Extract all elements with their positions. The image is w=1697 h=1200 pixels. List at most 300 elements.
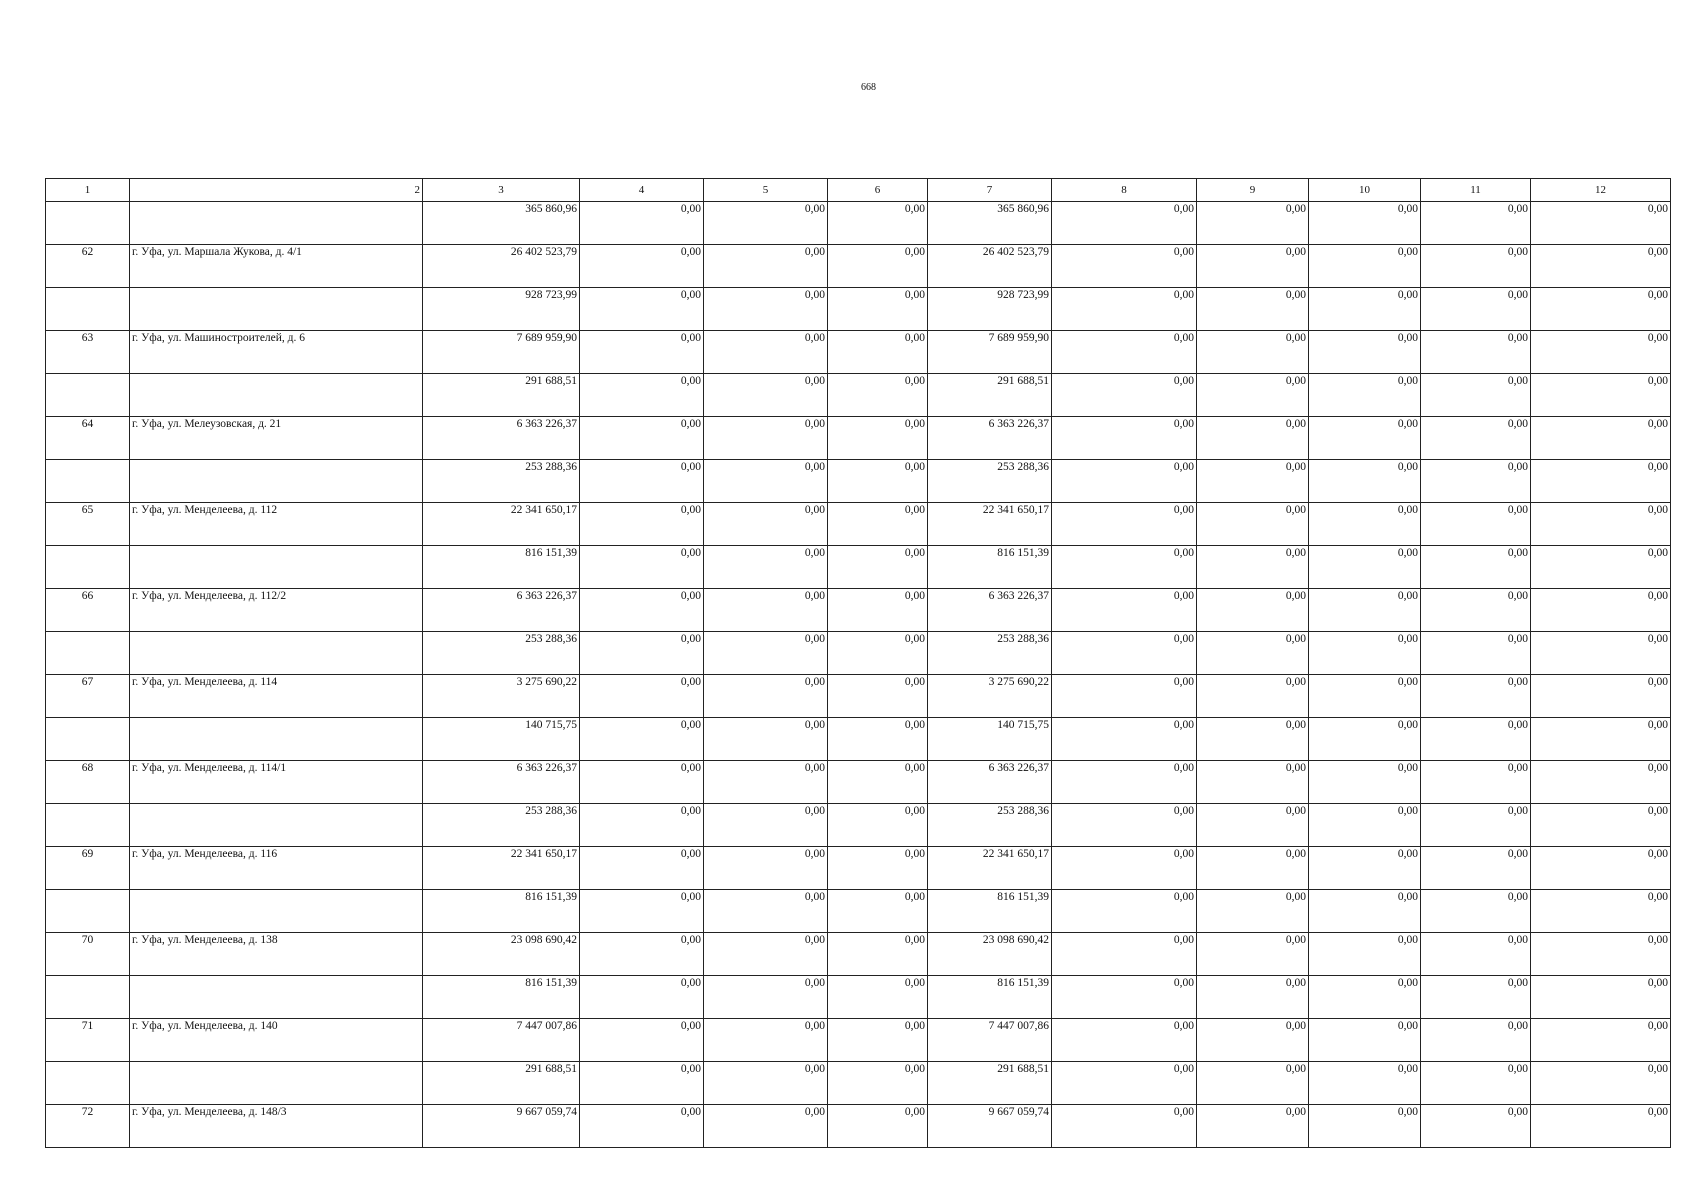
amount-cell: 0,00 [828,202,928,245]
amount-cell: 0,00 [1309,933,1421,976]
amount-cell: 0,00 [1421,933,1531,976]
row-number [46,546,130,589]
amount-cell: 0,00 [1309,1019,1421,1062]
amount-cell: 0,00 [828,1019,928,1062]
amount-cell: 816 151,39 [423,546,580,589]
amount-cell: 0,00 [704,1019,828,1062]
amount-cell: 0,00 [704,632,828,675]
amount-cell: 0,00 [1421,202,1531,245]
amount-cell: 0,00 [1309,374,1421,417]
table-row [46,1019,1671,1062]
amount-cell: 0,00 [828,503,928,546]
row-number [46,1062,130,1105]
amount-cell: 0,00 [828,589,928,632]
amount-cell: 6 363 226,37 [928,589,1052,632]
amount-cell: 0,00 [1531,460,1671,503]
amount-cell: 0,00 [580,1105,704,1148]
amount-cell: 7 447 007,86 [928,1019,1052,1062]
amount-cell: 0,00 [580,890,704,933]
amount-cell: 0,00 [1052,331,1197,374]
row-number: 69 [46,847,130,890]
amount-cell: 0,00 [1052,417,1197,460]
amount-cell: 0,00 [1309,460,1421,503]
amount-cell: 0,00 [1309,202,1421,245]
column-number: 9 [1197,179,1309,202]
amount-cell: 0,00 [1531,632,1671,675]
amount-cell: 7 689 959,90 [423,331,580,374]
amount-cell: 0,00 [1421,374,1531,417]
amount-cell: 0,00 [1197,245,1309,288]
amount-cell: 0,00 [1197,460,1309,503]
address-cell: г. Уфа, ул. Менделеева, д. 114/1 [130,761,423,804]
amount-cell: 6 363 226,37 [928,761,1052,804]
amount-cell: 0,00 [704,460,828,503]
table-row [46,675,1671,718]
row-number [46,460,130,503]
row-number: 72 [46,1105,130,1148]
amount-cell: 0,00 [580,245,704,288]
amount-cell: 0,00 [1309,761,1421,804]
table-row [46,804,1671,847]
amount-cell: 23 098 690,42 [423,933,580,976]
amount-cell: 0,00 [1309,632,1421,675]
amount-cell: 0,00 [1421,546,1531,589]
amount-cell: 253 288,36 [928,804,1052,847]
amount-cell: 291 688,51 [423,374,580,417]
amount-cell: 816 151,39 [928,546,1052,589]
table-row [46,417,1671,460]
row-number: 64 [46,417,130,460]
amount-cell: 0,00 [580,417,704,460]
amount-cell: 0,00 [704,675,828,718]
amount-cell: 0,00 [580,675,704,718]
amount-cell: 0,00 [1309,546,1421,589]
amount-cell: 9 667 059,74 [423,1105,580,1148]
amount-cell: 0,00 [1421,1019,1531,1062]
amount-cell: 0,00 [1052,761,1197,804]
amount-cell: 928 723,99 [423,288,580,331]
row-number [46,718,130,761]
table-row [46,933,1671,976]
amount-cell: 0,00 [704,847,828,890]
amount-cell: 0,00 [1052,933,1197,976]
amount-cell: 0,00 [1052,804,1197,847]
row-number [46,804,130,847]
table-row [46,374,1671,417]
amount-cell: 0,00 [1197,718,1309,761]
amount-cell: 0,00 [1052,890,1197,933]
amount-cell: 0,00 [1052,675,1197,718]
amount-cell: 0,00 [1531,417,1671,460]
amount-cell: 0,00 [1421,589,1531,632]
amount-cell: 0,00 [580,202,704,245]
address-cell [130,1062,423,1105]
amount-cell: 0,00 [1197,1019,1309,1062]
amount-cell: 26 402 523,79 [928,245,1052,288]
amount-cell: 0,00 [1531,503,1671,546]
amount-cell: 0,00 [1421,331,1531,374]
amount-cell: 365 860,96 [423,202,580,245]
amount-cell: 9 667 059,74 [928,1105,1052,1148]
amount-cell: 253 288,36 [423,632,580,675]
amount-cell: 0,00 [1309,718,1421,761]
amount-cell: 0,00 [1531,1105,1671,1148]
amount-cell: 0,00 [1309,288,1421,331]
row-number: 66 [46,589,130,632]
amount-cell: 0,00 [1531,933,1671,976]
address-cell: г. Уфа, ул. Менделеева, д. 112/2 [130,589,423,632]
address-cell [130,976,423,1019]
amount-cell: 0,00 [580,288,704,331]
amount-cell: 0,00 [1309,503,1421,546]
amount-cell: 0,00 [1309,1062,1421,1105]
row-number: 70 [46,933,130,976]
amount-cell: 0,00 [1421,417,1531,460]
amount-cell: 928 723,99 [928,288,1052,331]
address-cell: г. Уфа, ул. Менделеева, д. 112 [130,503,423,546]
amount-cell: 0,00 [580,804,704,847]
amount-cell: 6 363 226,37 [423,417,580,460]
amount-cell: 0,00 [1421,718,1531,761]
amount-cell: 0,00 [828,1062,928,1105]
amount-cell: 0,00 [1531,1062,1671,1105]
amount-cell: 0,00 [580,1062,704,1105]
amount-cell: 0,00 [704,374,828,417]
amount-cell: 0,00 [1052,202,1197,245]
amount-cell: 0,00 [1052,546,1197,589]
row-number [46,288,130,331]
column-number: 7 [928,179,1052,202]
amount-cell: 0,00 [1531,589,1671,632]
amount-cell: 0,00 [704,1105,828,1148]
row-number: 68 [46,761,130,804]
amount-cell: 140 715,75 [423,718,580,761]
amount-cell: 7 689 959,90 [928,331,1052,374]
address-cell [130,804,423,847]
table-row [46,632,1671,675]
amount-cell: 0,00 [828,761,928,804]
amount-cell: 0,00 [1197,331,1309,374]
amount-cell: 0,00 [1309,890,1421,933]
row-number: 71 [46,1019,130,1062]
amount-cell: 0,00 [580,1019,704,1062]
amount-cell: 0,00 [580,589,704,632]
amount-cell: 0,00 [1531,675,1671,718]
row-number: 62 [46,245,130,288]
amount-cell: 0,00 [1052,847,1197,890]
amount-cell: 0,00 [1531,804,1671,847]
column-number: 4 [580,179,704,202]
column-number-row [46,179,1671,202]
column-number: 2 [130,179,423,202]
address-cell: г. Уфа, ул. Менделеева, д. 138 [130,933,423,976]
table-row [46,546,1671,589]
address-cell [130,718,423,761]
amount-cell: 0,00 [1052,718,1197,761]
address-cell [130,288,423,331]
amount-cell: 140 715,75 [928,718,1052,761]
amount-cell: 816 151,39 [928,890,1052,933]
amount-cell: 0,00 [1309,245,1421,288]
amount-cell: 6 363 226,37 [423,589,580,632]
amount-cell: 0,00 [1531,761,1671,804]
row-number [46,632,130,675]
table-row [46,460,1671,503]
amount-cell: 0,00 [1309,589,1421,632]
amount-cell: 0,00 [1421,460,1531,503]
register-sheet [45,178,1670,1148]
amount-cell: 0,00 [828,890,928,933]
amount-cell: 0,00 [1052,503,1197,546]
amount-cell: 0,00 [704,546,828,589]
row-number [46,202,130,245]
table-row [46,245,1671,288]
amount-cell: 0,00 [1197,804,1309,847]
amount-cell: 816 151,39 [423,976,580,1019]
amount-cell: 0,00 [828,460,928,503]
amount-cell: 0,00 [828,546,928,589]
amount-cell: 3 275 690,22 [928,675,1052,718]
amount-cell: 0,00 [1309,675,1421,718]
amount-cell: 0,00 [580,718,704,761]
table-row [46,976,1671,1019]
amount-cell: 0,00 [1531,890,1671,933]
address-cell [130,460,423,503]
address-cell [130,202,423,245]
amount-cell: 0,00 [1197,1062,1309,1105]
amount-cell: 22 341 650,17 [423,503,580,546]
table-row [46,503,1671,546]
amount-cell: 0,00 [580,976,704,1019]
table-row [46,331,1671,374]
amount-cell: 7 447 007,86 [423,1019,580,1062]
amount-cell: 0,00 [1531,202,1671,245]
amount-cell: 0,00 [704,288,828,331]
amount-cell: 0,00 [1309,976,1421,1019]
amount-cell: 0,00 [1309,417,1421,460]
amount-cell: 0,00 [580,331,704,374]
amount-cell: 0,00 [1197,761,1309,804]
amount-cell: 0,00 [828,976,928,1019]
amount-cell: 0,00 [1531,546,1671,589]
amount-cell: 0,00 [1531,331,1671,374]
address-cell: г. Уфа, ул. Менделеева, д. 148/3 [130,1105,423,1148]
column-number: 1 [46,179,130,202]
amount-cell: 26 402 523,79 [423,245,580,288]
amount-cell: 0,00 [704,245,828,288]
amount-cell: 0,00 [580,933,704,976]
amount-cell: 0,00 [828,245,928,288]
amount-cell: 23 098 690,42 [928,933,1052,976]
amount-cell: 0,00 [1052,632,1197,675]
amount-cell: 0,00 [1421,632,1531,675]
amount-cell: 0,00 [580,503,704,546]
amount-cell: 0,00 [1197,202,1309,245]
amount-cell: 0,00 [1309,1105,1421,1148]
amount-cell: 816 151,39 [423,890,580,933]
amount-cell: 0,00 [828,804,928,847]
amount-cell: 0,00 [1052,1062,1197,1105]
amount-cell: 0,00 [828,374,928,417]
column-number: 12 [1531,179,1671,202]
table-row [46,1105,1671,1148]
table-row [46,202,1671,245]
amount-cell: 0,00 [1197,589,1309,632]
amount-cell: 253 288,36 [928,460,1052,503]
amount-cell: 0,00 [704,761,828,804]
table-row [46,589,1671,632]
amount-cell: 0,00 [1052,1019,1197,1062]
amount-cell: 0,00 [1197,546,1309,589]
register-table [45,178,1671,1148]
amount-cell: 0,00 [1052,374,1197,417]
amount-cell: 0,00 [828,417,928,460]
amount-cell: 0,00 [1421,976,1531,1019]
amount-cell: 0,00 [1197,503,1309,546]
amount-cell: 0,00 [1197,288,1309,331]
amount-cell: 0,00 [704,589,828,632]
table-row [46,718,1671,761]
amount-cell: 0,00 [1052,1105,1197,1148]
amount-cell: 0,00 [1197,417,1309,460]
amount-cell: 365 860,96 [928,202,1052,245]
amount-cell: 0,00 [1197,933,1309,976]
table-row [46,761,1671,804]
amount-cell: 0,00 [580,374,704,417]
column-number: 10 [1309,179,1421,202]
amount-cell: 0,00 [704,804,828,847]
amount-cell: 0,00 [1052,976,1197,1019]
amount-cell: 0,00 [704,202,828,245]
amount-cell: 22 341 650,17 [928,503,1052,546]
address-cell: г. Уфа, ул. Менделеева, д. 140 [130,1019,423,1062]
amount-cell: 0,00 [580,632,704,675]
amount-cell: 0,00 [704,718,828,761]
row-number [46,374,130,417]
amount-cell: 0,00 [1052,589,1197,632]
column-number: 8 [1052,179,1197,202]
amount-cell: 0,00 [1309,847,1421,890]
row-number [46,890,130,933]
amount-cell: 816 151,39 [928,976,1052,1019]
amount-cell: 0,00 [828,632,928,675]
amount-cell: 0,00 [1421,1105,1531,1148]
amount-cell: 0,00 [1197,1105,1309,1148]
amount-cell: 6 363 226,37 [928,417,1052,460]
column-number: 3 [423,179,580,202]
row-number: 63 [46,331,130,374]
amount-cell: 0,00 [1421,761,1531,804]
table-row [46,1062,1671,1105]
amount-cell: 0,00 [1531,718,1671,761]
amount-cell: 0,00 [704,890,828,933]
amount-cell: 0,00 [828,675,928,718]
amount-cell: 291 688,51 [928,1062,1052,1105]
amount-cell: 0,00 [1197,976,1309,1019]
amount-cell: 0,00 [1052,245,1197,288]
address-cell [130,890,423,933]
amount-cell: 0,00 [1197,374,1309,417]
amount-cell: 0,00 [580,761,704,804]
column-number: 6 [828,179,928,202]
amount-cell: 0,00 [704,976,828,1019]
amount-cell: 0,00 [704,417,828,460]
row-number [46,976,130,1019]
amount-cell: 0,00 [1531,847,1671,890]
amount-cell: 253 288,36 [423,804,580,847]
amount-cell: 3 275 690,22 [423,675,580,718]
amount-cell: 0,00 [1421,675,1531,718]
amount-cell: 0,00 [828,718,928,761]
amount-cell: 253 288,36 [423,460,580,503]
amount-cell: 0,00 [1531,1019,1671,1062]
amount-cell: 6 363 226,37 [423,761,580,804]
amount-cell: 0,00 [828,288,928,331]
amount-cell: 0,00 [828,1105,928,1148]
amount-cell: 0,00 [828,847,928,890]
amount-cell: 0,00 [1197,890,1309,933]
address-cell: г. Уфа, ул. Маршала Жукова, д. 4/1 [130,245,423,288]
page-number: 668 [861,82,876,93]
amount-cell: 291 688,51 [423,1062,580,1105]
amount-cell: 22 341 650,17 [423,847,580,890]
amount-cell: 22 341 650,17 [928,847,1052,890]
table-row [46,890,1671,933]
table-row [46,847,1671,890]
address-cell: г. Уфа, ул. Менделеева, д. 114 [130,675,423,718]
amount-cell: 0,00 [1197,632,1309,675]
amount-cell: 0,00 [1197,675,1309,718]
address-cell [130,632,423,675]
amount-cell: 291 688,51 [928,374,1052,417]
amount-cell: 0,00 [1421,847,1531,890]
amount-cell: 0,00 [1531,288,1671,331]
amount-cell: 0,00 [1531,976,1671,1019]
amount-cell: 0,00 [1052,460,1197,503]
column-number: 11 [1421,179,1531,202]
amount-cell: 0,00 [1421,503,1531,546]
amount-cell: 0,00 [704,1062,828,1105]
amount-cell: 0,00 [1052,288,1197,331]
address-cell [130,546,423,589]
amount-cell: 0,00 [704,503,828,546]
address-cell [130,374,423,417]
row-number: 67 [46,675,130,718]
amount-cell: 0,00 [1309,331,1421,374]
amount-cell: 0,00 [1421,288,1531,331]
amount-cell: 0,00 [704,933,828,976]
amount-cell: 0,00 [1197,847,1309,890]
amount-cell: 0,00 [1531,245,1671,288]
amount-cell: 0,00 [1421,1062,1531,1105]
amount-cell: 0,00 [1421,804,1531,847]
column-number: 5 [704,179,828,202]
amount-cell: 0,00 [828,933,928,976]
address-cell: г. Уфа, ул. Мелеузовская, д. 21 [130,417,423,460]
register-body [46,179,1671,1148]
amount-cell: 0,00 [1421,245,1531,288]
amount-cell: 0,00 [1531,374,1671,417]
amount-cell: 0,00 [828,331,928,374]
amount-cell: 0,00 [580,460,704,503]
amount-cell: 253 288,36 [928,632,1052,675]
address-cell: г. Уфа, ул. Менделеева, д. 116 [130,847,423,890]
row-number: 65 [46,503,130,546]
amount-cell: 0,00 [580,847,704,890]
table-row [46,288,1671,331]
amount-cell: 0,00 [580,546,704,589]
address-cell: г. Уфа, ул. Машиностроителей, д. 6 [130,331,423,374]
